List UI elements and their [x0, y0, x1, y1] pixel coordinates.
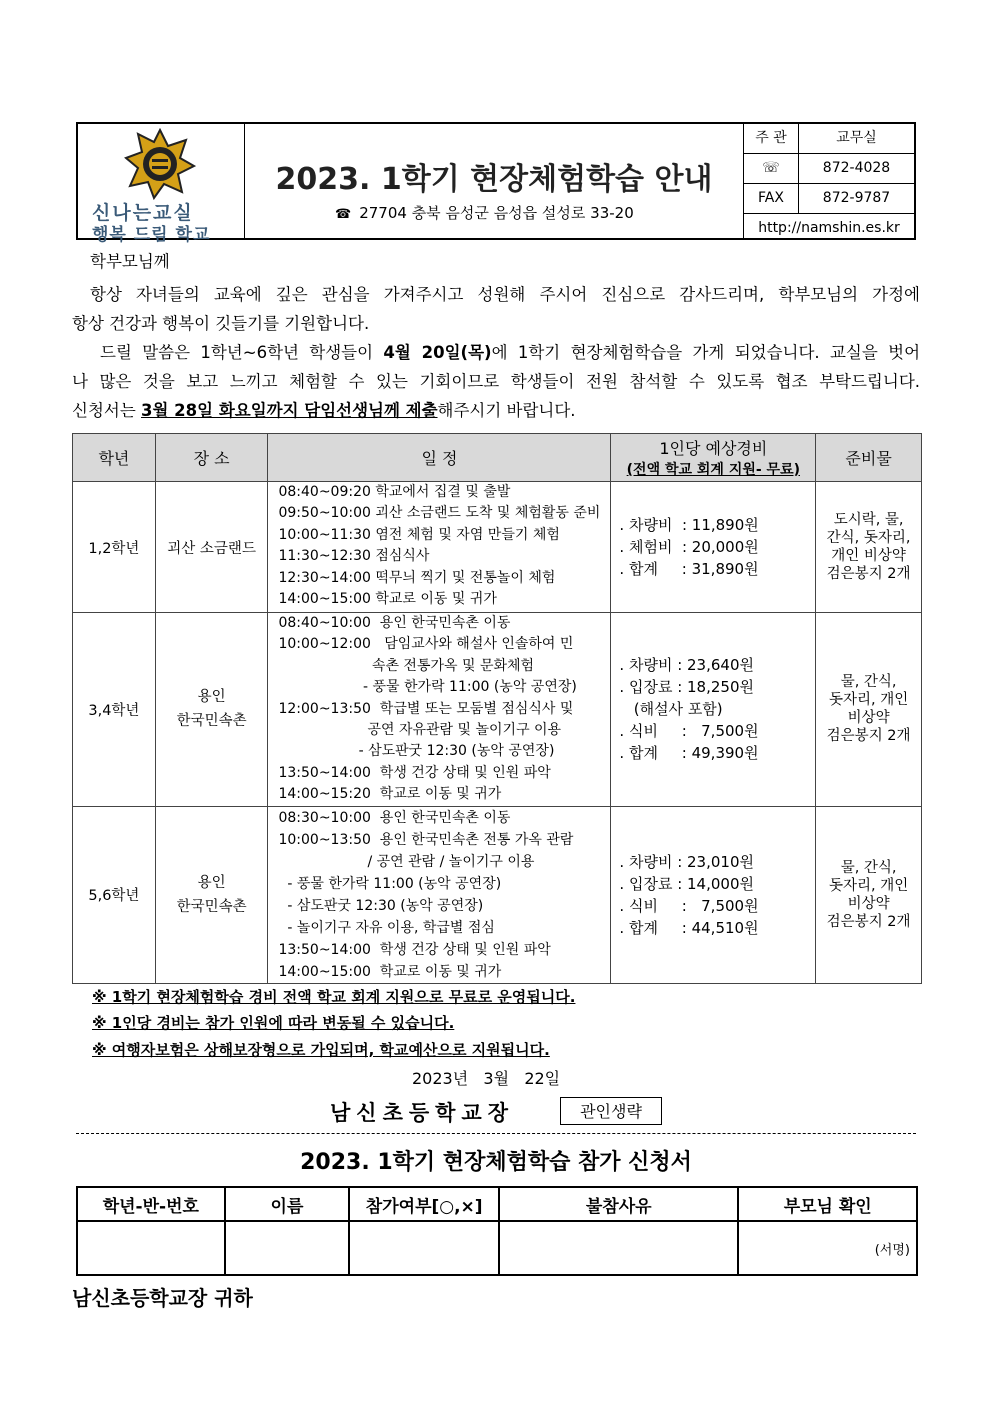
schedule-line: 08:40~10:00 용인 한국민속촌 이동	[278, 615, 511, 631]
cost-line: . 식비 : 7,500원	[619, 722, 759, 741]
schedule-line: 14:00~15:00 학교로 이동 및 귀가	[278, 590, 497, 607]
header-grade: 학년	[73, 434, 156, 482]
school-url[interactable]: http://namshin.es.kr	[758, 220, 900, 236]
header-expense-subtitle: (전액 학교 회계 지원- 무료)	[626, 462, 800, 478]
document-title: 2023. 1학기 현장체험학습 안내	[275, 162, 713, 197]
form-header-name: 이름	[225, 1187, 350, 1221]
trip-date: 4월 20일(목)	[383, 343, 492, 362]
table-row	[73, 613, 922, 807]
note-3: ※ 여행자보험은 상해보장형으로 가입되며, 학교예산으로 지원됩니다.	[92, 1041, 550, 1059]
place-line-2: 한국민속촌	[176, 898, 247, 915]
schedule-line: 13:50~14:00 학생 건강 상태 및 인원 파악	[278, 764, 551, 781]
fax-label: FAX	[744, 184, 799, 213]
schedule-line: - 삼도판굿 12:30 (농악 공연장)	[278, 897, 484, 914]
prep-line: 도시락, 물,	[833, 512, 904, 528]
cost-line: . 차량비 : 23,640원	[619, 656, 754, 675]
p2-text-a: 드릴 말씀은 1학년~6학년 학생들이	[100, 343, 384, 362]
prep-cell	[816, 482, 922, 613]
application-form-table	[76, 1186, 918, 1276]
schedule-line: 08:30~10:00 용인 한국민속촌 이동	[278, 809, 511, 826]
schedule-line: 13:50~14:00 학생 건강 상태 및 인원 파악	[278, 941, 551, 958]
absence-reason-field[interactable]	[499, 1221, 738, 1275]
prep-line: 검은봉지 2개	[826, 566, 911, 582]
cost-line: . 차량비 : 11,890원	[619, 516, 759, 534]
form-header-absence-reason: 불참사유	[499, 1187, 738, 1221]
school-logo-box	[78, 124, 245, 245]
prep-line: 비상약	[847, 895, 890, 912]
info-fax-row	[744, 184, 914, 214]
place-line-1: 용인	[197, 689, 226, 706]
prep-line: 비상약	[847, 710, 890, 727]
header-prep: 준비물	[816, 434, 922, 482]
form-header-row	[77, 1187, 917, 1221]
parent-signature-field[interactable]: (서명)	[738, 1221, 917, 1275]
student-no-field[interactable]	[77, 1221, 225, 1275]
note-2: ※ 1인당 경비는 참가 인원에 따라 변동될 수 있습니다.	[92, 1014, 455, 1032]
schedule-line: - 삼도판굿 12:30 (농악 공연장)	[278, 743, 555, 760]
info-phone-row	[744, 154, 914, 184]
grade-cell: 5,6학년	[73, 806, 156, 983]
prep-line: 돗자리, 개인	[828, 692, 909, 709]
cost-line: . 입장료 : 18,250원	[619, 678, 754, 697]
logo-slogan-1: 신나는교실	[92, 202, 194, 224]
paragraph-2-line-3	[72, 396, 920, 425]
table-row	[73, 482, 922, 613]
schedule-line: - 놀이기구 자유 이용, 학급별 점심	[278, 919, 495, 936]
schedule-line: 10:00~12:00 담임교사와 해설사 인솔하여 민	[278, 636, 574, 653]
form-header-student-no: 학년-반-번호	[77, 1187, 225, 1221]
cut-line	[76, 1133, 916, 1134]
place-line-1: 용인	[197, 874, 226, 891]
schedule-line: 11:30~12:30 점심식사	[278, 548, 430, 565]
schedule-cell	[268, 613, 611, 807]
grade-cell: 3,4학년	[73, 613, 156, 807]
place-cell	[155, 613, 268, 807]
school-address	[335, 202, 634, 223]
document-header	[76, 122, 916, 245]
table-header-row	[73, 434, 922, 482]
school-emblem-icon	[124, 128, 196, 200]
paragraph-1-line-1: 항상 자녀들의 교육에 깊은 관심을 가져주시고 성원해 주시어 진심으로 감사드리며, 학부모님의 가정에	[90, 285, 920, 304]
addressee: 남신초등학교장 귀하	[72, 1286, 253, 1310]
info-dept-row	[744, 124, 914, 154]
logo-slogan-2: 행복 드림 학교	[92, 225, 211, 245]
schedule-line: 12:30~14:00 떡무늬 찍기 및 전통놀이 체험	[278, 569, 556, 586]
cost-line: . 합계 : 44,510원	[619, 918, 759, 937]
header-expense-title: 1인당 예상경비	[659, 439, 768, 458]
header-schedule: 일 정	[268, 434, 611, 482]
schedule-line: 14:00~15:20 학교로 이동 및 귀가	[278, 786, 502, 803]
prep-line: 물, 간식,	[840, 859, 897, 876]
fax-value: 872-9787	[822, 190, 891, 206]
schedule-line: / 공연 관람 / 놀이기구 이용	[278, 853, 535, 870]
note-1: ※ 1학기 현장체험학습 경비 전액 학교 회계 지원으로 무료로 운영됩니다.	[92, 988, 576, 1006]
header-expense	[611, 434, 816, 482]
schedule-line: 12:00~13:50 학급별 또는 모둠별 점심식사 및	[278, 700, 574, 717]
grade-cell: 1,2학년	[73, 482, 156, 613]
cost-line: . 입장료 : 14,000원	[619, 874, 754, 893]
info-url-row	[744, 214, 914, 243]
place-line-2: 한국민속촌	[176, 713, 247, 730]
form-title: 2023. 1학기 현장체험학습 참가 신청서	[300, 1150, 692, 1175]
prep-line: 돗자리, 개인	[828, 877, 909, 894]
schedule-line: - 풍물 한가락 11:00 (농악 공연장)	[278, 679, 577, 696]
place-cell	[155, 806, 268, 983]
prep-line: 개인 비상약	[831, 548, 906, 564]
schedule-line: 09:50~10:00 괴산 소금랜드 도착 및 체험활동 준비	[278, 505, 601, 522]
deadline: 3월 28일 화요일까지 담임선생님께 제출	[141, 401, 438, 420]
schedule-cell	[268, 806, 611, 983]
greeting: 학부모님께	[90, 252, 170, 271]
schedule-line: 공연 자유관람 및 놀이기구 이용	[278, 721, 562, 738]
paragraph-2-line-1	[72, 338, 920, 367]
cost-cell	[611, 613, 816, 807]
dept-label: 주 관	[744, 124, 799, 153]
cost-line: . 체험비 : 20,000원	[619, 538, 759, 556]
schedule-line: 14:00~15:00 학교로 이동 및 귀가	[278, 963, 502, 980]
phone-icon: ☏	[744, 154, 799, 183]
p2-line3-c: 해주시기 바랍니다.	[437, 401, 576, 420]
contact-info	[744, 124, 914, 238]
phone-value: 872-4028	[822, 160, 891, 176]
prep-line: 검은봉지 2개	[826, 728, 911, 745]
schedule-line: 속촌 전통가옥 및 문화체험	[278, 657, 535, 674]
cost-line: . 합계 : 49,390원	[619, 744, 759, 763]
principal-name: 남신초등학교장	[330, 1101, 515, 1125]
schedule-table	[72, 433, 922, 984]
place-cell: 괴산 소금랜드	[155, 482, 268, 613]
prep-cell	[816, 806, 922, 983]
cost-line: . 식비 : 7,500원	[619, 896, 759, 915]
document-date: 2023년 3월 22일	[412, 1069, 561, 1088]
title-box	[245, 124, 744, 238]
schedule-line: 10:00~13:50 용인 한국민속촌 전통 가옥 관람	[278, 831, 574, 848]
postal-icon: ☎	[335, 207, 352, 222]
form-input-row	[77, 1221, 917, 1275]
header-place: 장 소	[155, 434, 268, 482]
address-text: 27704 충북 음성군 음성읍 설성로 33-20	[359, 204, 634, 222]
cost-line: . 차량비 : 23,010원	[619, 852, 754, 871]
prep-line: 검은봉지 2개	[826, 913, 911, 930]
schedule-line: - 풍물 한가락 11:00 (농악 공연장)	[278, 875, 502, 892]
cost-line: (해설사 포함)	[619, 700, 723, 719]
seal-omitted-box: 관인생략	[560, 1097, 662, 1125]
cost-cell	[611, 806, 816, 983]
prep-cell	[816, 613, 922, 807]
schedule-line: 08:40~09:20 학교에서 집결 및 출발	[278, 484, 511, 500]
paragraph-1-line-2: 항상 건강과 행복이 깃들기를 기원합니다.	[72, 314, 370, 333]
cost-line: . 합계 : 31,890원	[619, 560, 759, 578]
schedule-cell	[268, 482, 611, 613]
p2-line3-a: 신청서는	[72, 401, 142, 420]
form-header-parent-confirm: 부모님 확인	[738, 1187, 917, 1221]
participation-field[interactable]	[349, 1221, 499, 1275]
prep-line: 간식, 돗자리,	[826, 530, 911, 546]
schedule-line: 10:00~11:30 염전 체험 및 자염 만들기 체험	[278, 526, 560, 543]
table-row	[73, 806, 922, 983]
name-field[interactable]	[225, 1221, 350, 1275]
p2-text-c: 에 1학기 현장체험학습을 가게 되었습니다. 교실을 벗어	[491, 343, 921, 362]
paragraph-2-line-2: 나 많은 것을 보고 느끼고 체험할 수 있는 기회이므로 학생들이 전원 참석할 수 있도록 협조 부탁드립니다.	[72, 372, 920, 391]
prep-line: 물, 간식,	[840, 674, 897, 691]
cost-cell	[611, 482, 816, 613]
dept-value: 교무실	[836, 130, 877, 146]
form-header-participation: 참가여부[○,×]	[349, 1187, 499, 1221]
